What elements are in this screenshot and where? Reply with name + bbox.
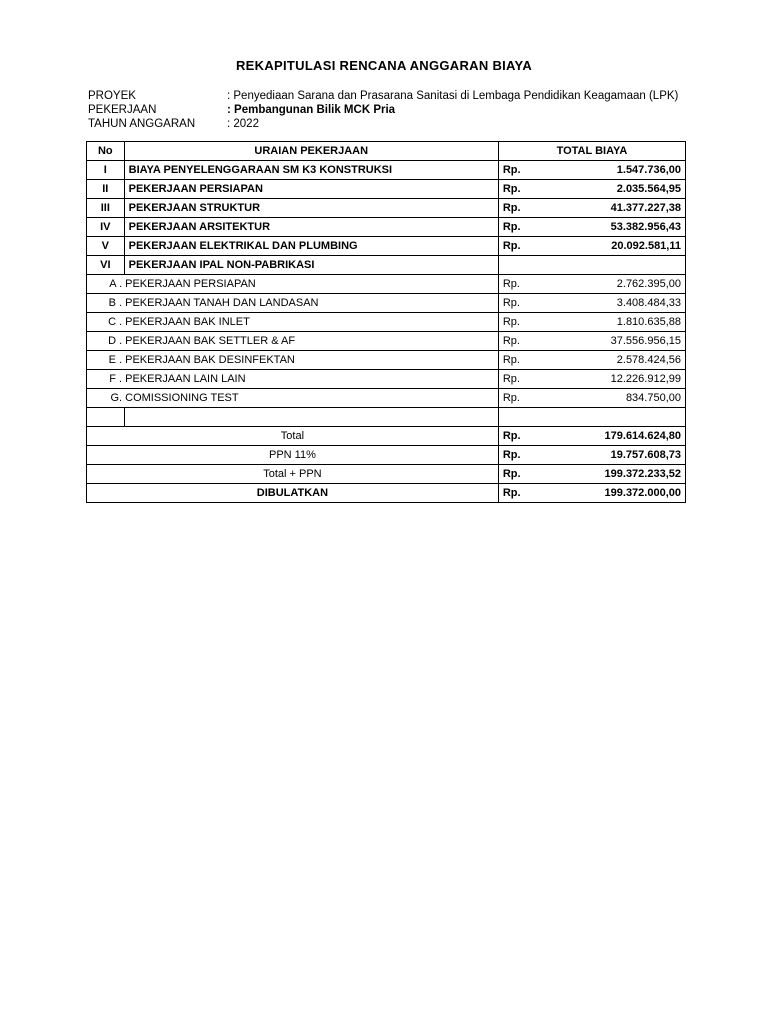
row-amount: 2.035.564,95: [535, 180, 686, 199]
row-description: BIAYA PENYELENGGARAAN SM K3 KONSTRUKSI: [124, 161, 498, 180]
table-row: [87, 351, 686, 370]
header-total: TOTAL BIAYA: [498, 142, 685, 161]
currency-label: Rp.: [498, 180, 535, 199]
row-amount: 41.377.227,38: [535, 199, 686, 218]
meta-value: : Pembangunan Bilik MCK Pria: [227, 104, 396, 116]
meta-row-year: [88, 117, 678, 131]
table-row: [87, 256, 686, 275]
row-description: PEKERJAAN PERSIAPAN: [124, 275, 498, 294]
table-row: [87, 218, 686, 237]
summary-label: DIBULATKAN: [87, 484, 499, 503]
table-row: [87, 199, 686, 218]
row-description: COMISSIONING TEST: [124, 389, 498, 408]
currency-label: Rp.: [498, 370, 535, 389]
row-number: D .: [87, 332, 125, 351]
blank-cell: [498, 408, 685, 427]
row-description: PEKERJAAN ARSITEKTUR: [124, 218, 498, 237]
table-row: [87, 161, 686, 180]
currency-label: Rp.: [498, 465, 535, 484]
row-amount: 3.408.484,33: [535, 294, 686, 313]
currency-label: Rp.: [498, 161, 535, 180]
meta-value: : Penyediaan Sarana dan Prasarana Sanitasi di Lembaga Pendidikan Keagamaan (LPK): [227, 90, 679, 102]
row-number: B .: [87, 294, 125, 313]
row-amount: 20.092.581,11: [535, 237, 686, 256]
currency-label: Rp.: [498, 275, 535, 294]
row-number: I: [87, 161, 125, 180]
row-number: VI: [87, 256, 125, 275]
summary-label: PPN 11%: [87, 446, 499, 465]
meta-label: PEKERJAAN: [88, 104, 157, 116]
row-amount: [535, 256, 686, 275]
currency-label: Rp.: [498, 332, 535, 351]
row-amount: 53.382.956,43: [535, 218, 686, 237]
table-row: [87, 313, 686, 332]
summary-amount: 199.372.000,00: [535, 484, 686, 503]
table-header: [87, 142, 686, 161]
row-description: PEKERJAAN PERSIAPAN: [124, 180, 498, 199]
table-row: [87, 180, 686, 199]
row-number: A .: [87, 275, 125, 294]
header-no: No: [87, 142, 125, 161]
currency-label: Rp.: [498, 199, 535, 218]
row-description: PEKERJAAN IPAL NON-PABRIKASI: [124, 256, 498, 275]
summary-amount: 19.757.608,73: [535, 446, 686, 465]
meta-row-work: [88, 103, 678, 117]
row-number: G.: [87, 389, 125, 408]
summary-row-rounded: [87, 484, 686, 503]
summary-label: Total + PPN: [87, 465, 499, 484]
currency-label: Rp.: [498, 427, 535, 446]
row-number: F .: [87, 370, 125, 389]
row-number: V: [87, 237, 125, 256]
summary-row-total: [87, 427, 686, 446]
row-number: II: [87, 180, 125, 199]
summary-amount: 199.372.233,52: [535, 465, 686, 484]
row-amount: 2.578.424,56: [535, 351, 686, 370]
meta-label: PROYEK: [88, 90, 136, 102]
summary-row-total-ppn: [87, 465, 686, 484]
row-description: PEKERJAAN ELEKTRIKAL DAN PLUMBING: [124, 237, 498, 256]
budget-table: [86, 141, 686, 503]
blank-cell: [124, 408, 498, 427]
meta-label: TAHUN ANGGARAN: [88, 118, 196, 130]
row-description: PEKERJAAN BAK DESINFEKTAN: [124, 351, 498, 370]
currency-label: Rp.: [498, 351, 535, 370]
row-amount: 12.226.912,99: [535, 370, 686, 389]
row-number: E .: [87, 351, 125, 370]
summary-amount: 179.614.624,80: [535, 427, 686, 446]
currency-label: Rp.: [498, 237, 535, 256]
summary-label: Total: [87, 427, 499, 446]
row-amount: 834.750,00: [535, 389, 686, 408]
row-amount: 1.547.736,00: [535, 161, 686, 180]
meta-row-project: [88, 89, 678, 103]
row-number: III: [87, 199, 125, 218]
row-description: PEKERJAAN LAIN LAIN: [124, 370, 498, 389]
currency-label: Rp.: [498, 313, 535, 332]
table-row: [87, 294, 686, 313]
currency-label: Rp.: [498, 294, 535, 313]
table-row: [87, 370, 686, 389]
row-number: IV: [87, 218, 125, 237]
row-description: PEKERJAAN TANAH DAN LANDASAN: [124, 294, 498, 313]
row-amount: 2.762.395,00: [535, 275, 686, 294]
row-amount: 1.810.635,88: [535, 313, 686, 332]
blank-cell: [87, 408, 125, 427]
meta-value: : 2022: [227, 118, 259, 130]
row-description: PEKERJAAN STRUKTUR: [124, 199, 498, 218]
summary-row-ppn: [87, 446, 686, 465]
table-row: [87, 389, 686, 408]
blank-row: [87, 408, 686, 427]
table-row: [87, 237, 686, 256]
row-description: PEKERJAAN BAK INLET: [124, 313, 498, 332]
table-row: [87, 332, 686, 351]
currency-label: Rp.: [498, 389, 535, 408]
row-amount: 37.556.956,15: [535, 332, 686, 351]
document-title: REKAPITULASI RENCANA ANGGARAN BIAYA: [235, 58, 533, 73]
currency-label: Rp.: [498, 218, 535, 237]
currency-cell-empty: [498, 256, 535, 275]
project-info: [88, 89, 678, 131]
row-description: PEKERJAAN BAK SETTLER & AF: [124, 332, 498, 351]
header-desc: URAIAN PEKERJAAN: [124, 142, 498, 161]
table-row: [87, 275, 686, 294]
row-number: C .: [87, 313, 125, 332]
currency-label: Rp.: [498, 446, 535, 465]
currency-label: Rp.: [498, 484, 535, 503]
